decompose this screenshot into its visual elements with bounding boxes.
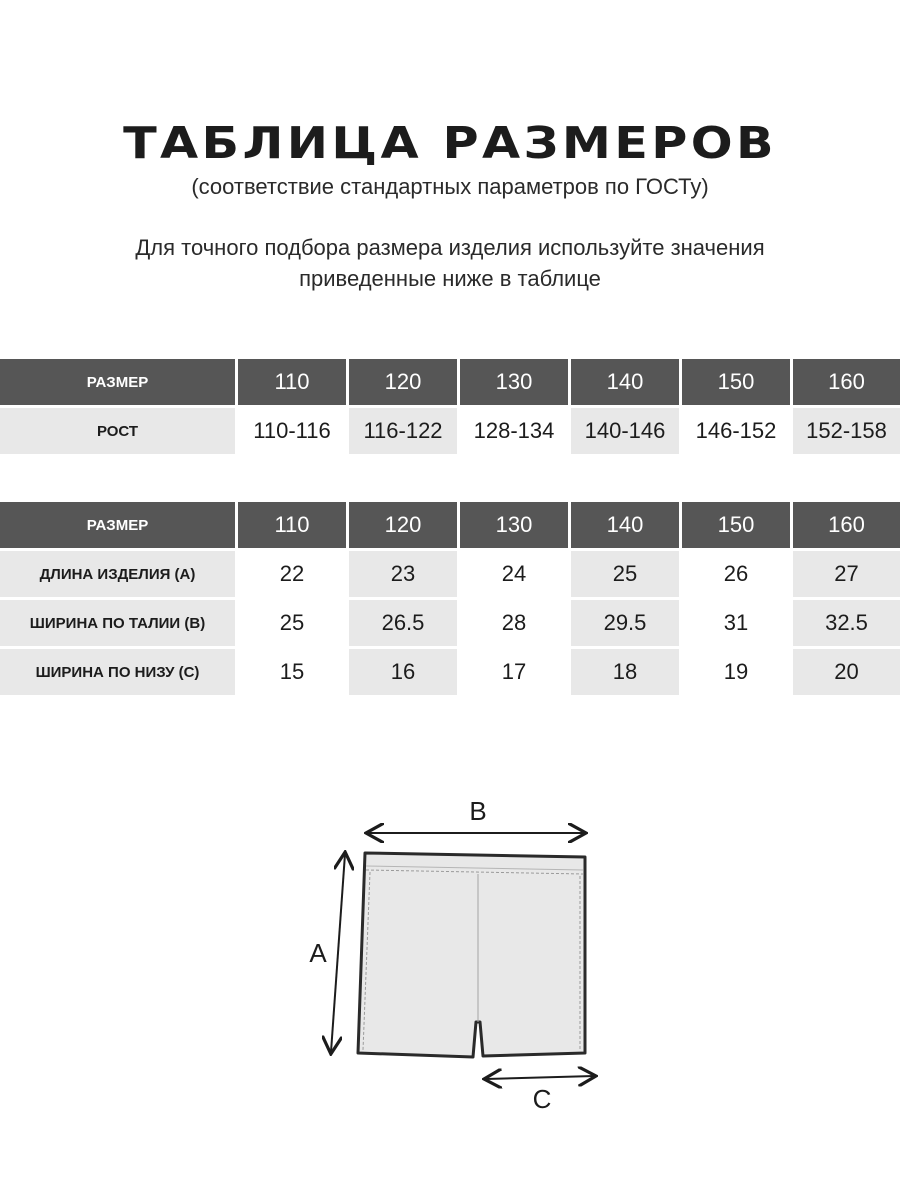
row-label: ШИРИНА ПО НИЗУ (С) — [0, 649, 235, 695]
height-table — [0, 359, 900, 457]
table-cell: 26.5 — [349, 600, 457, 646]
table-cell: 18 — [571, 649, 679, 695]
size-header: 110 — [238, 502, 346, 548]
table-cell: 23 — [349, 551, 457, 597]
table-cell: 20 — [793, 649, 900, 695]
table-cell: 31 — [723, 610, 749, 635]
size-header: 160 — [793, 502, 900, 548]
label-b: B — [469, 796, 487, 826]
header-label: РАЗМЕР — [0, 502, 235, 548]
arrow-a — [331, 854, 345, 1052]
size-header: 150 — [682, 502, 790, 548]
page-subtitle: (соответствие стандартных параметров по ГОСТу) — [191, 174, 709, 199]
table-header-row — [0, 502, 900, 548]
table-cell: 22 — [279, 561, 305, 586]
table-cell: 25 — [279, 610, 305, 635]
label-c: C — [532, 1084, 552, 1114]
row-label: РОСТ — [0, 408, 235, 454]
label-a: A — [309, 938, 327, 968]
table-cell: 140-146 — [571, 408, 679, 454]
size-header: 150 — [682, 359, 790, 405]
page-title: ТАБЛИЦА РАЗМЕРОВ — [123, 118, 777, 169]
table-cell: 32.5 — [793, 600, 900, 646]
table-cell: 28 — [501, 610, 527, 635]
size-header: 160 — [793, 359, 900, 405]
shorts-outline — [358, 853, 585, 1057]
table-cell: 27 — [793, 551, 900, 597]
size-header: 130 — [460, 359, 568, 405]
measurements-table — [0, 502, 900, 698]
row-label: ШИРИНА ПО ТАЛИИ (В) — [0, 600, 235, 646]
table-header-row — [0, 359, 900, 405]
table-cell: 116-122 — [349, 408, 457, 454]
arrow-c — [486, 1076, 594, 1079]
header-label: РАЗМЕР — [0, 359, 235, 405]
intro-line-2: приведенные ниже в таблице — [299, 266, 601, 291]
table-cell: 110-116 — [253, 418, 331, 443]
size-header: 120 — [349, 359, 457, 405]
row-label: ДЛИНА ИЗДЕЛИЯ (А) — [0, 551, 235, 597]
shorts-diagram — [290, 790, 620, 1120]
table-row — [0, 408, 900, 454]
table-cell: 19 — [723, 659, 749, 684]
intro-line-1: Для точного подбора размера изделия используйте значения — [135, 235, 765, 260]
intro-text — [0, 232, 900, 294]
size-header: 140 — [571, 359, 679, 405]
table-cell: 128-134 — [473, 418, 555, 443]
table-cell: 146-152 — [695, 418, 777, 443]
size-header: 140 — [571, 502, 679, 548]
table-cell: 25 — [571, 551, 679, 597]
table-cell: 26 — [723, 561, 749, 586]
size-header: 120 — [349, 502, 457, 548]
size-header: 110 — [238, 359, 346, 405]
table-row — [0, 551, 900, 597]
size-header: 130 — [460, 502, 568, 548]
table-cell: 15 — [279, 659, 305, 684]
table-cell: 29.5 — [571, 600, 679, 646]
table-cell: 17 — [501, 659, 527, 684]
table-row — [0, 600, 900, 646]
table-row — [0, 649, 900, 695]
table-cell: 152-158 — [793, 408, 900, 454]
table-cell: 24 — [501, 561, 527, 586]
table-cell: 16 — [349, 649, 457, 695]
